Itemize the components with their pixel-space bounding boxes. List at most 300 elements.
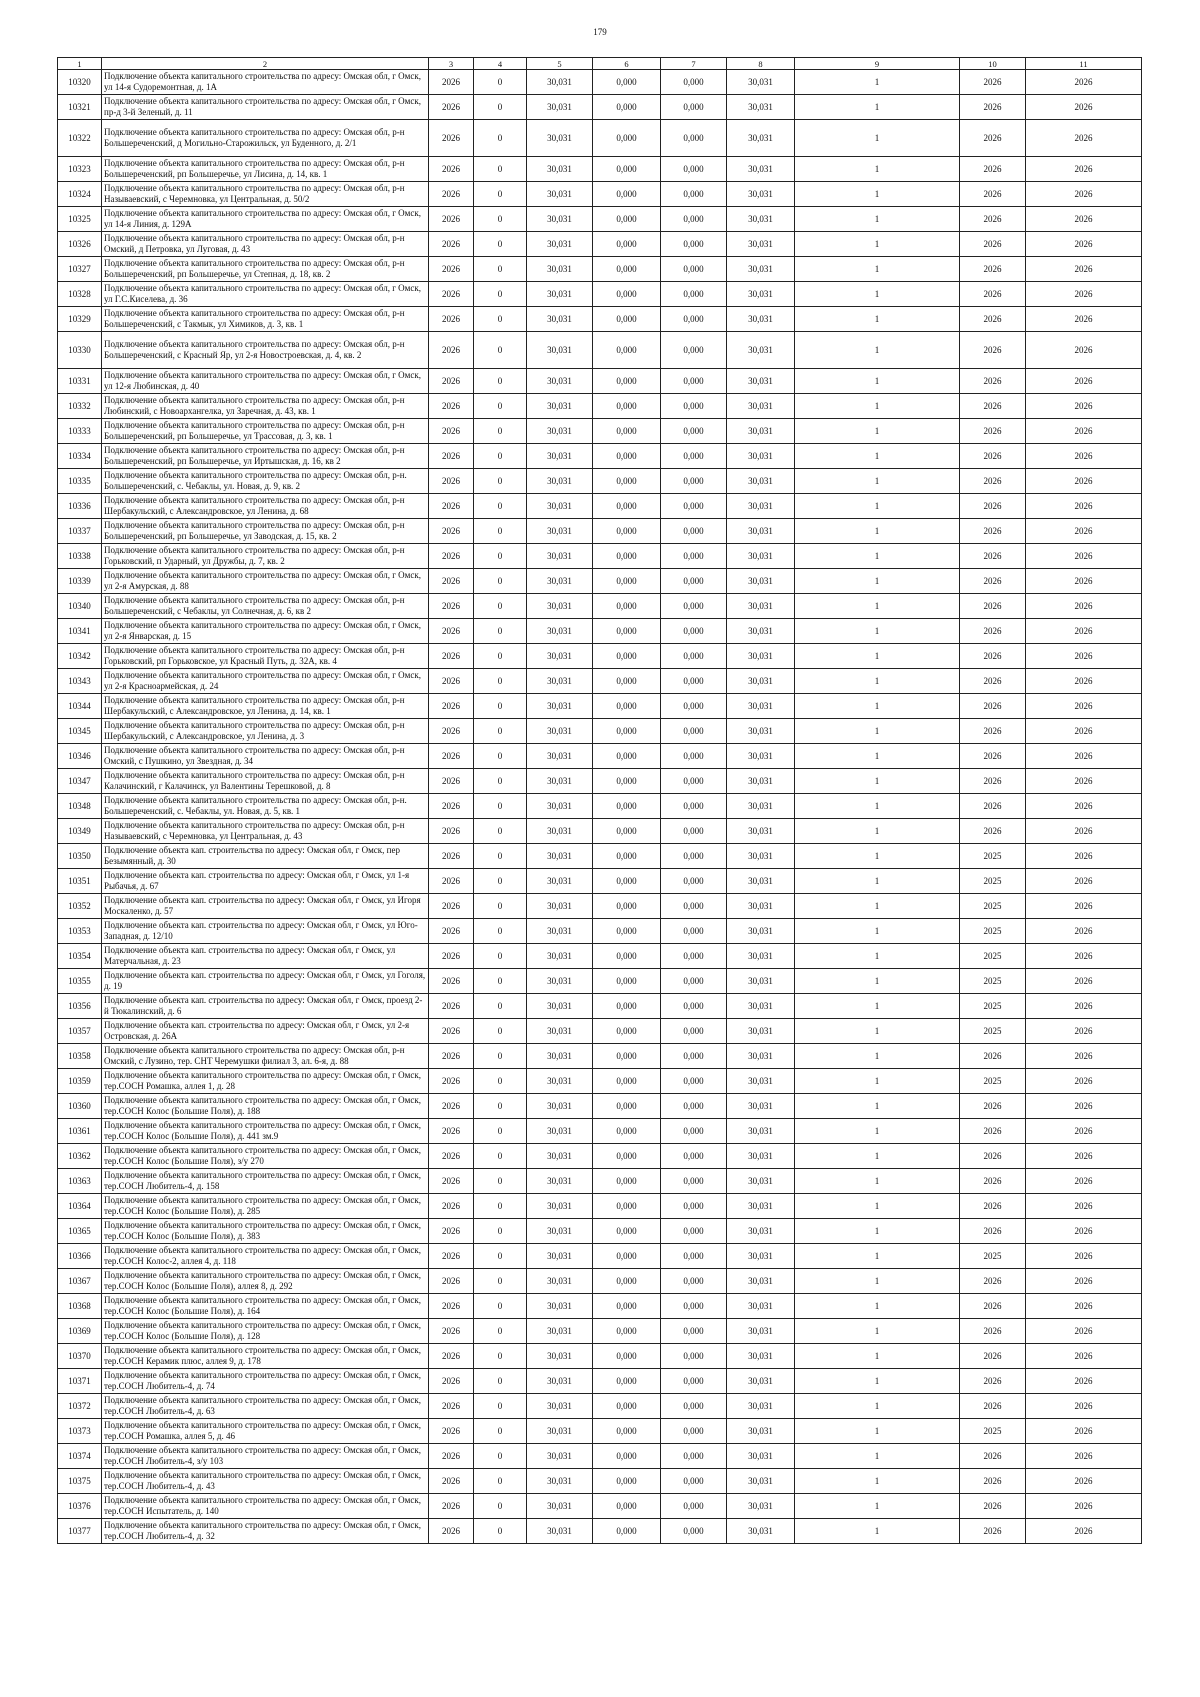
col5-cell: 30,031 bbox=[527, 369, 593, 394]
col4-cell: 0 bbox=[474, 1319, 527, 1344]
col6-cell: 0,000 bbox=[593, 332, 661, 369]
col9-cell: 1 bbox=[795, 282, 960, 307]
col7-cell: 0,000 bbox=[661, 1394, 727, 1419]
col5-cell: 30,031 bbox=[527, 644, 593, 669]
col6-cell: 0,000 bbox=[593, 819, 661, 844]
col6-cell: 0,000 bbox=[593, 794, 661, 819]
col3-cell: 2026 bbox=[429, 669, 474, 694]
col3-cell: 2026 bbox=[429, 619, 474, 644]
col9-cell: 1 bbox=[795, 619, 960, 644]
col3-cell: 2026 bbox=[429, 1319, 474, 1344]
col11-cell: 2026 bbox=[1026, 669, 1142, 694]
col6-cell: 0,000 bbox=[593, 257, 661, 282]
column-header-7: 7 bbox=[661, 58, 727, 70]
table-row bbox=[58, 1519, 1142, 1544]
col4-cell: 0 bbox=[474, 944, 527, 969]
col6-cell: 0,000 bbox=[593, 1169, 661, 1194]
col6-cell: 0,000 bbox=[593, 1194, 661, 1219]
col9-cell: 1 bbox=[795, 1394, 960, 1419]
table-row bbox=[58, 1469, 1142, 1494]
col4-cell: 0 bbox=[474, 394, 527, 419]
row-number-cell: 10326 bbox=[58, 232, 102, 257]
col5-cell: 30,031 bbox=[527, 207, 593, 232]
col4-cell: 0 bbox=[474, 1019, 527, 1044]
col3-cell: 2026 bbox=[429, 844, 474, 869]
col4-cell: 0 bbox=[474, 257, 527, 282]
col7-cell: 0,000 bbox=[661, 469, 727, 494]
col5-cell: 30,031 bbox=[527, 232, 593, 257]
col10-cell: 2026 bbox=[960, 1044, 1026, 1069]
row-number-cell: 10338 bbox=[58, 544, 102, 569]
col7-cell: 0,000 bbox=[661, 1094, 727, 1119]
table-row bbox=[58, 257, 1142, 282]
description-cell: Подключение объекта капитального строительства по адресу: Омская обл, р-н Омский, с Пушкино, ул Звездная, д. 34 bbox=[102, 744, 429, 769]
col6-cell: 0,000 bbox=[593, 544, 661, 569]
col8-cell: 30,031 bbox=[727, 744, 795, 769]
row-number-cell: 10351 bbox=[58, 869, 102, 894]
col3-cell: 2026 bbox=[429, 257, 474, 282]
col3-cell: 2026 bbox=[429, 282, 474, 307]
col10-cell: 2026 bbox=[960, 1319, 1026, 1344]
col3-cell: 2026 bbox=[429, 1519, 474, 1544]
col10-cell: 2026 bbox=[960, 819, 1026, 844]
row-number-cell: 10331 bbox=[58, 369, 102, 394]
table-row bbox=[58, 719, 1142, 744]
col5-cell: 30,031 bbox=[527, 1119, 593, 1144]
col8-cell: 30,031 bbox=[727, 944, 795, 969]
col9-cell: 1 bbox=[795, 969, 960, 994]
col4-cell: 0 bbox=[474, 1144, 527, 1169]
col5-cell: 30,031 bbox=[527, 844, 593, 869]
col8-cell: 30,031 bbox=[727, 1194, 795, 1219]
description-cell: Подключение объекта капитального строительства по адресу: Омская обл, г Омск, тер.СОСН Любитель-4, д. 63 bbox=[102, 1394, 429, 1419]
col8-cell: 30,031 bbox=[727, 494, 795, 519]
col11-cell: 2026 bbox=[1026, 207, 1142, 232]
col5-cell: 30,031 bbox=[527, 1469, 593, 1494]
col11-cell: 2026 bbox=[1026, 1194, 1142, 1219]
col3-cell: 2026 bbox=[429, 444, 474, 469]
col4-cell: 0 bbox=[474, 969, 527, 994]
col11-cell: 2026 bbox=[1026, 232, 1142, 257]
row-number-cell: 10348 bbox=[58, 794, 102, 819]
col5-cell: 30,031 bbox=[527, 819, 593, 844]
table-row bbox=[58, 519, 1142, 544]
col6-cell: 0,000 bbox=[593, 232, 661, 257]
col9-cell: 1 bbox=[795, 794, 960, 819]
col8-cell: 30,031 bbox=[727, 1394, 795, 1419]
col8-cell: 30,031 bbox=[727, 1044, 795, 1069]
row-number-cell: 10328 bbox=[58, 282, 102, 307]
col10-cell: 2026 bbox=[960, 257, 1026, 282]
row-number-cell: 10320 bbox=[58, 70, 102, 95]
col6-cell: 0,000 bbox=[593, 494, 661, 519]
col10-cell: 2026 bbox=[960, 1194, 1026, 1219]
col3-cell: 2026 bbox=[429, 644, 474, 669]
col8-cell: 30,031 bbox=[727, 794, 795, 819]
col4-cell: 0 bbox=[474, 819, 527, 844]
col3-cell: 2026 bbox=[429, 594, 474, 619]
col5-cell: 30,031 bbox=[527, 694, 593, 719]
col8-cell: 30,031 bbox=[727, 569, 795, 594]
description-cell: Подключение объекта капитального строительства по адресу: Омская обл, г Омск, ул 12-я Любинская, д. 40 bbox=[102, 369, 429, 394]
col4-cell: 0 bbox=[474, 70, 527, 95]
row-number-cell: 10333 bbox=[58, 419, 102, 444]
table-row bbox=[58, 994, 1142, 1019]
col10-cell: 2026 bbox=[960, 719, 1026, 744]
row-number-cell: 10352 bbox=[58, 894, 102, 919]
description-cell: Подключение объекта капитального строительства по адресу: Омская обл, р-н Называевский, с Черемновка, ул Центральная, д. 43 bbox=[102, 819, 429, 844]
col5-cell: 30,031 bbox=[527, 794, 593, 819]
col6-cell: 0,000 bbox=[593, 594, 661, 619]
col3-cell: 2026 bbox=[429, 307, 474, 332]
description-cell: Подключение объекта капитального строительства по адресу: Омская обл, г Омск, тер.СОСН Любитель-4, д. 43 bbox=[102, 1469, 429, 1494]
row-number-cell: 10357 bbox=[58, 1019, 102, 1044]
col9-cell: 1 bbox=[795, 307, 960, 332]
table-row bbox=[58, 394, 1142, 419]
col10-cell: 2026 bbox=[960, 369, 1026, 394]
col11-cell: 2026 bbox=[1026, 1494, 1142, 1519]
row-number-cell: 10349 bbox=[58, 819, 102, 844]
table-row bbox=[58, 569, 1142, 594]
col3-cell: 2026 bbox=[429, 1444, 474, 1469]
col7-cell: 0,000 bbox=[661, 1144, 727, 1169]
row-number-cell: 10341 bbox=[58, 619, 102, 644]
row-number-cell: 10376 bbox=[58, 1494, 102, 1519]
col4-cell: 0 bbox=[474, 469, 527, 494]
col6-cell: 0,000 bbox=[593, 182, 661, 207]
col6-cell: 0,000 bbox=[593, 869, 661, 894]
table-row bbox=[58, 819, 1142, 844]
col9-cell: 1 bbox=[795, 419, 960, 444]
table-row bbox=[58, 1219, 1142, 1244]
row-number-cell: 10329 bbox=[58, 307, 102, 332]
col11-cell: 2026 bbox=[1026, 794, 1142, 819]
col11-cell: 2026 bbox=[1026, 1169, 1142, 1194]
col3-cell: 2026 bbox=[429, 332, 474, 369]
row-number-cell: 10324 bbox=[58, 182, 102, 207]
row-number-cell: 10336 bbox=[58, 494, 102, 519]
description-cell: Подключение объекта капитального строительства по адресу: Омская обл, р-н Большереченский, рп Большеречье, ул Трассовая, д. 3, кв. 1 bbox=[102, 419, 429, 444]
col7-cell: 0,000 bbox=[661, 719, 727, 744]
col8-cell: 30,031 bbox=[727, 969, 795, 994]
col4-cell: 0 bbox=[474, 1244, 527, 1269]
col4-cell: 0 bbox=[474, 1369, 527, 1394]
row-number-cell: 10375 bbox=[58, 1469, 102, 1494]
row-number-cell: 10335 bbox=[58, 469, 102, 494]
row-number-cell: 10364 bbox=[58, 1194, 102, 1219]
col5-cell: 30,031 bbox=[527, 1344, 593, 1369]
row-number-cell: 10345 bbox=[58, 719, 102, 744]
col3-cell: 2026 bbox=[429, 1219, 474, 1244]
col8-cell: 30,031 bbox=[727, 719, 795, 744]
col8-cell: 30,031 bbox=[727, 519, 795, 544]
col9-cell: 1 bbox=[795, 919, 960, 944]
col7-cell: 0,000 bbox=[661, 1069, 727, 1094]
col10-cell: 2026 bbox=[960, 1269, 1026, 1294]
col5-cell: 30,031 bbox=[527, 744, 593, 769]
col9-cell: 1 bbox=[795, 95, 960, 120]
description-cell: Подключение объекта кап. строительства по адресу: Омская обл, г Омск, ул Игоря Москаленко, д. 57 bbox=[102, 894, 429, 919]
description-cell: Подключение объекта капитального строительства по адресу: Омская обл, г Омск, тер.СОСН Колос (Большие Поля), д. 128 bbox=[102, 1319, 429, 1344]
col7-cell: 0,000 bbox=[661, 232, 727, 257]
description-cell: Подключение объекта капитального строительства по адресу: Омская обл, г Омск, тер.СОСН Колос (Большие Поля), д. 441 зм.9 bbox=[102, 1119, 429, 1144]
col5-cell: 30,031 bbox=[527, 1219, 593, 1244]
row-number-cell: 10325 bbox=[58, 207, 102, 232]
col9-cell: 1 bbox=[795, 1119, 960, 1144]
description-cell: Подключение объекта кап. строительства по адресу: Омская обл, г Омск, ул Матерчальная, д. 23 bbox=[102, 944, 429, 969]
table-row bbox=[58, 619, 1142, 644]
description-cell: Подключение объекта капитального строительства по адресу: Омская обл, р-н Большереченский, рп Большеречье, ул Заводская, д. 15, кв. 2 bbox=[102, 519, 429, 544]
col3-cell: 2026 bbox=[429, 1044, 474, 1069]
col3-cell: 2026 bbox=[429, 1019, 474, 1044]
col9-cell: 1 bbox=[795, 1419, 960, 1444]
col7-cell: 0,000 bbox=[661, 669, 727, 694]
col3-cell: 2026 bbox=[429, 694, 474, 719]
description-cell: Подключение объекта капитального строительства по адресу: Омская обл, г Омск, тер.СОСН Любитель-4, д. 158 bbox=[102, 1169, 429, 1194]
col11-cell: 2026 bbox=[1026, 769, 1142, 794]
col7-cell: 0,000 bbox=[661, 1369, 727, 1394]
col3-cell: 2026 bbox=[429, 769, 474, 794]
table-header-row bbox=[58, 58, 1142, 70]
col5-cell: 30,031 bbox=[527, 594, 593, 619]
col7-cell: 0,000 bbox=[661, 1169, 727, 1194]
description-cell: Подключение объекта капитального строительства по адресу: Омская обл, р-н. Большереченский, с. Чебаклы, ул. Новая, д. 5, кв. 1 bbox=[102, 794, 429, 819]
table-row bbox=[58, 694, 1142, 719]
table-row bbox=[58, 282, 1142, 307]
col6-cell: 0,000 bbox=[593, 394, 661, 419]
col5-cell: 30,031 bbox=[527, 70, 593, 95]
col7-cell: 0,000 bbox=[661, 95, 727, 120]
col5-cell: 30,031 bbox=[527, 1319, 593, 1344]
col7-cell: 0,000 bbox=[661, 519, 727, 544]
col7-cell: 0,000 bbox=[661, 1244, 727, 1269]
col8-cell: 30,031 bbox=[727, 70, 795, 95]
col7-cell: 0,000 bbox=[661, 307, 727, 332]
col8-cell: 30,031 bbox=[727, 894, 795, 919]
col9-cell: 1 bbox=[795, 1369, 960, 1394]
description-cell: Подключение объекта капитального строительства по адресу: Омская обл, г Омск, тер.СОСН Любитель-4, д. 74 bbox=[102, 1369, 429, 1394]
col11-cell: 2026 bbox=[1026, 1344, 1142, 1369]
row-number-cell: 10339 bbox=[58, 569, 102, 594]
col4-cell: 0 bbox=[474, 544, 527, 569]
col5-cell: 30,031 bbox=[527, 95, 593, 120]
col4-cell: 0 bbox=[474, 994, 527, 1019]
col3-cell: 2026 bbox=[429, 1394, 474, 1419]
col7-cell: 0,000 bbox=[661, 844, 727, 869]
col5-cell: 30,031 bbox=[527, 394, 593, 419]
col6-cell: 0,000 bbox=[593, 1419, 661, 1444]
col9-cell: 1 bbox=[795, 120, 960, 157]
col9-cell: 1 bbox=[795, 569, 960, 594]
col5-cell: 30,031 bbox=[527, 1169, 593, 1194]
col11-cell: 2026 bbox=[1026, 1394, 1142, 1419]
row-number-cell: 10363 bbox=[58, 1169, 102, 1194]
col7-cell: 0,000 bbox=[661, 1469, 727, 1494]
row-number-cell: 10371 bbox=[58, 1369, 102, 1394]
col6-cell: 0,000 bbox=[593, 644, 661, 669]
col5-cell: 30,031 bbox=[527, 1369, 593, 1394]
col3-cell: 2026 bbox=[429, 744, 474, 769]
col6-cell: 0,000 bbox=[593, 744, 661, 769]
col5-cell: 30,031 bbox=[527, 919, 593, 944]
col4-cell: 0 bbox=[474, 369, 527, 394]
col7-cell: 0,000 bbox=[661, 919, 727, 944]
row-number-cell: 10330 bbox=[58, 332, 102, 369]
col7-cell: 0,000 bbox=[661, 207, 727, 232]
table-row bbox=[58, 544, 1142, 569]
col7-cell: 0,000 bbox=[661, 444, 727, 469]
table-row bbox=[58, 494, 1142, 519]
col7-cell: 0,000 bbox=[661, 869, 727, 894]
col9-cell: 1 bbox=[795, 1519, 960, 1544]
column-header-6: 6 bbox=[593, 58, 661, 70]
col10-cell: 2026 bbox=[960, 157, 1026, 182]
col5-cell: 30,031 bbox=[527, 544, 593, 569]
col3-cell: 2026 bbox=[429, 1194, 474, 1219]
col3-cell: 2026 bbox=[429, 544, 474, 569]
col8-cell: 30,031 bbox=[727, 332, 795, 369]
col11-cell: 2026 bbox=[1026, 1469, 1142, 1494]
col3-cell: 2026 bbox=[429, 1469, 474, 1494]
col10-cell: 2026 bbox=[960, 1394, 1026, 1419]
col8-cell: 30,031 bbox=[727, 1119, 795, 1144]
col4-cell: 0 bbox=[474, 1294, 527, 1319]
col4-cell: 0 bbox=[474, 869, 527, 894]
row-number-cell: 10344 bbox=[58, 694, 102, 719]
row-number-cell: 10362 bbox=[58, 1144, 102, 1169]
col10-cell: 2025 bbox=[960, 919, 1026, 944]
col8-cell: 30,031 bbox=[727, 1494, 795, 1519]
col5-cell: 30,031 bbox=[527, 719, 593, 744]
table-row bbox=[58, 1119, 1142, 1144]
column-header-4: 4 bbox=[474, 58, 527, 70]
col4-cell: 0 bbox=[474, 232, 527, 257]
col9-cell: 1 bbox=[795, 1194, 960, 1219]
col7-cell: 0,000 bbox=[661, 282, 727, 307]
col4-cell: 0 bbox=[474, 1219, 527, 1244]
col4-cell: 0 bbox=[474, 619, 527, 644]
col11-cell: 2026 bbox=[1026, 944, 1142, 969]
col11-cell: 2026 bbox=[1026, 894, 1142, 919]
col3-cell: 2026 bbox=[429, 1369, 474, 1394]
table-row bbox=[58, 95, 1142, 120]
table-row bbox=[58, 744, 1142, 769]
col5-cell: 30,031 bbox=[527, 1019, 593, 1044]
col10-cell: 2025 bbox=[960, 894, 1026, 919]
row-number-cell: 10372 bbox=[58, 1394, 102, 1419]
col8-cell: 30,031 bbox=[727, 207, 795, 232]
col11-cell: 2026 bbox=[1026, 444, 1142, 469]
col9-cell: 1 bbox=[795, 1294, 960, 1319]
col6-cell: 0,000 bbox=[593, 1044, 661, 1069]
col7-cell: 0,000 bbox=[661, 1344, 727, 1369]
col4-cell: 0 bbox=[474, 1519, 527, 1544]
col8-cell: 30,031 bbox=[727, 120, 795, 157]
col9-cell: 1 bbox=[795, 394, 960, 419]
col3-cell: 2026 bbox=[429, 1494, 474, 1519]
col6-cell: 0,000 bbox=[593, 719, 661, 744]
col10-cell: 2026 bbox=[960, 1519, 1026, 1544]
col3-cell: 2026 bbox=[429, 894, 474, 919]
column-header-1: 1 bbox=[58, 58, 102, 70]
col11-cell: 2026 bbox=[1026, 969, 1142, 994]
col11-cell: 2026 bbox=[1026, 1044, 1142, 1069]
col6-cell: 0,000 bbox=[593, 1069, 661, 1094]
row-number-cell: 10355 bbox=[58, 969, 102, 994]
col10-cell: 2026 bbox=[960, 794, 1026, 819]
col10-cell: 2025 bbox=[960, 1244, 1026, 1269]
col8-cell: 30,031 bbox=[727, 369, 795, 394]
col7-cell: 0,000 bbox=[661, 594, 727, 619]
col9-cell: 1 bbox=[795, 519, 960, 544]
col3-cell: 2026 bbox=[429, 469, 474, 494]
col11-cell: 2026 bbox=[1026, 1444, 1142, 1469]
col3-cell: 2026 bbox=[429, 232, 474, 257]
row-number-cell: 10367 bbox=[58, 1269, 102, 1294]
col9-cell: 1 bbox=[795, 1344, 960, 1369]
col3-cell: 2026 bbox=[429, 95, 474, 120]
description-cell: Подключение объекта кап. строительства по адресу: Омская обл, г Омск, ул Юго-Западная, д. 12/10 bbox=[102, 919, 429, 944]
col6-cell: 0,000 bbox=[593, 282, 661, 307]
column-header-2: 2 bbox=[102, 58, 429, 70]
col10-cell: 2026 bbox=[960, 1119, 1026, 1144]
row-number-cell: 10373 bbox=[58, 1419, 102, 1444]
col8-cell: 30,031 bbox=[727, 1369, 795, 1394]
col9-cell: 1 bbox=[795, 1469, 960, 1494]
col6-cell: 0,000 bbox=[593, 307, 661, 332]
description-cell: Подключение объекта капитального строительства по адресу: Омская обл, р-н Большереченский, с Такмык, ул Химиков, д. 3, кв. 1 bbox=[102, 307, 429, 332]
col10-cell: 2026 bbox=[960, 744, 1026, 769]
col5-cell: 30,031 bbox=[527, 282, 593, 307]
col6-cell: 0,000 bbox=[593, 95, 661, 120]
col6-cell: 0,000 bbox=[593, 1494, 661, 1519]
col8-cell: 30,031 bbox=[727, 1169, 795, 1194]
col7-cell: 0,000 bbox=[661, 1319, 727, 1344]
row-number-cell: 10327 bbox=[58, 257, 102, 282]
table-row bbox=[58, 794, 1142, 819]
col9-cell: 1 bbox=[795, 894, 960, 919]
col3-cell: 2026 bbox=[429, 1344, 474, 1369]
col9-cell: 1 bbox=[795, 232, 960, 257]
col4-cell: 0 bbox=[474, 120, 527, 157]
col7-cell: 0,000 bbox=[661, 70, 727, 95]
col4-cell: 0 bbox=[474, 1069, 527, 1094]
description-cell: Подключение объекта капитального строительства по адресу: Омская обл, р-н Большереченский, с Красный Яр, ул 2-я Новостроевская, д. 4, кв. 2 bbox=[102, 332, 429, 369]
col8-cell: 30,031 bbox=[727, 544, 795, 569]
col3-cell: 2026 bbox=[429, 394, 474, 419]
col10-cell: 2026 bbox=[960, 519, 1026, 544]
table-row bbox=[58, 1419, 1142, 1444]
col10-cell: 2026 bbox=[960, 1094, 1026, 1119]
col10-cell: 2025 bbox=[960, 844, 1026, 869]
description-cell: Подключение объекта капитального строительства по адресу: Омская обл, р-н Шербакульский, с Александровское, ул Ленина, д. 14, кв. 1 bbox=[102, 694, 429, 719]
col6-cell: 0,000 bbox=[593, 1319, 661, 1344]
col8-cell: 30,031 bbox=[727, 594, 795, 619]
col8-cell: 30,031 bbox=[727, 1469, 795, 1494]
col3-cell: 2026 bbox=[429, 519, 474, 544]
table-row bbox=[58, 894, 1142, 919]
col4-cell: 0 bbox=[474, 307, 527, 332]
col8-cell: 30,031 bbox=[727, 619, 795, 644]
col8-cell: 30,031 bbox=[727, 844, 795, 869]
col4-cell: 0 bbox=[474, 1494, 527, 1519]
col9-cell: 1 bbox=[795, 994, 960, 1019]
col6-cell: 0,000 bbox=[593, 969, 661, 994]
row-number-cell: 10340 bbox=[58, 594, 102, 619]
description-cell: Подключение объекта кап. строительства по адресу: Омская обл, г Омск, ул 1-я Рыбачья, д. 67 bbox=[102, 869, 429, 894]
col9-cell: 1 bbox=[795, 1144, 960, 1169]
col4-cell: 0 bbox=[474, 1394, 527, 1419]
